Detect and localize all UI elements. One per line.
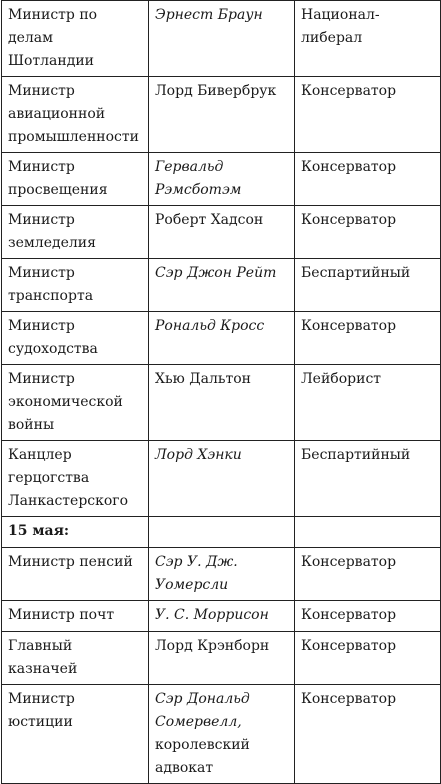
person-cell: Рональд Кросс: [149, 312, 295, 365]
party-cell: Беспартийный: [295, 259, 441, 312]
person-cell: Сэр У. Дж. Уомерсли: [149, 548, 295, 601]
table-row: [2, 685, 441, 784]
position-cell: Министр транспорта: [2, 259, 149, 312]
party-cell: Беспартийный: [295, 441, 441, 517]
person-name: Сэр Дональд Сомервелл,: [155, 691, 250, 730]
cabinet-table: [1, 0, 441, 784]
person-cell: Сэр Джон Рейт: [149, 259, 295, 312]
section-row: [2, 517, 441, 548]
party-cell: Консерватор: [295, 548, 441, 601]
table-row: [2, 441, 441, 517]
person-title: королевский адвокат: [155, 737, 250, 776]
person-cell: Лорд Крэнборн: [149, 632, 295, 685]
party-cell: Консерватор: [295, 153, 441, 206]
party-cell: Консерватор: [295, 206, 441, 259]
table-row: [2, 601, 441, 632]
party-cell: Консерватор: [295, 601, 441, 632]
position-cell: Министр земледелия: [2, 206, 149, 259]
table-row: [2, 312, 441, 365]
party-cell: Консерватор: [295, 685, 441, 784]
empty-cell: [295, 517, 441, 548]
person-cell: Роберт Хадсон: [149, 206, 295, 259]
table-row: [2, 632, 441, 685]
empty-cell: [149, 517, 295, 548]
person-cell: Эрнест Браун: [149, 1, 295, 77]
position-cell: Министр экономической войны: [2, 365, 149, 441]
party-cell: Лейборист: [295, 365, 441, 441]
table-row: [2, 259, 441, 312]
person-cell: Лорд Хэнки: [149, 441, 295, 517]
position-cell: Министр юстиции: [2, 685, 149, 784]
person-cell: Хью Дальтон: [149, 365, 295, 441]
person-cell: [149, 685, 295, 784]
party-cell: Консерватор: [295, 77, 441, 153]
party-cell: Консерватор: [295, 312, 441, 365]
position-cell: Министр просвещения: [2, 153, 149, 206]
position-cell: Министр почт: [2, 601, 149, 632]
section-date-cell: 15 мая:: [2, 517, 149, 548]
person-cell: Лорд Бивербрук: [149, 77, 295, 153]
position-cell: Министр авиационной промышленности: [2, 77, 149, 153]
position-cell: Министр по делам Шотландии: [2, 1, 149, 77]
position-cell: Канцлер герцогства Ланкастерского: [2, 441, 149, 517]
person-cell: У. С. Моррисон: [149, 601, 295, 632]
position-cell: Министр пенсий: [2, 548, 149, 601]
table-row: [2, 365, 441, 441]
position-cell: Главный казначей: [2, 632, 149, 685]
table-row: [2, 548, 441, 601]
table-row: [2, 153, 441, 206]
position-cell: Министр судоходства: [2, 312, 149, 365]
table-row: [2, 1, 441, 77]
table-row: [2, 77, 441, 153]
person-cell: Гервальд Рэмсботэм: [149, 153, 295, 206]
party-cell: Национал-либерал: [295, 1, 441, 77]
party-cell: Консерватор: [295, 632, 441, 685]
table-row: [2, 206, 441, 259]
